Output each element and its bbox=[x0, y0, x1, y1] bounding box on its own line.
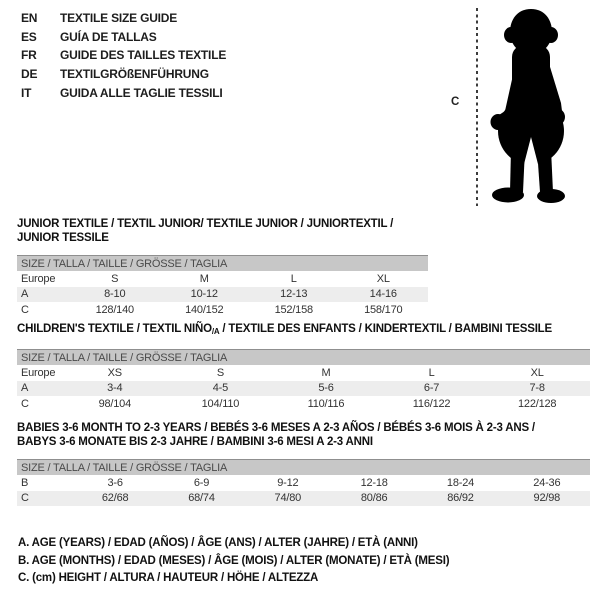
language-code: IT bbox=[21, 85, 32, 100]
table-row bbox=[17, 381, 590, 397]
language-title: TEXTILGRÖßENFÜHRUNG bbox=[60, 67, 209, 82]
size-cell: L bbox=[428, 366, 435, 379]
row-label: A bbox=[21, 382, 29, 395]
language-code: ES bbox=[21, 29, 37, 44]
table-row bbox=[17, 271, 428, 287]
row-label: Europe bbox=[21, 366, 56, 379]
table-row bbox=[17, 491, 590, 507]
table-title: JUNIOR TEXTILE / TEXTIL JUNIOR/ TEXTILE JUNIOR / JUNIORTEXTIL / JUNIOR TESSILE bbox=[17, 218, 394, 244]
size-cell: XS bbox=[107, 366, 122, 379]
table-row bbox=[17, 365, 590, 381]
height-measure-label: C bbox=[451, 96, 460, 108]
row-label: C bbox=[21, 303, 29, 316]
height-dashed-line-icon bbox=[476, 8, 478, 206]
row-label: C bbox=[21, 492, 29, 505]
language-row bbox=[21, 83, 226, 102]
value-cell: 122/128 bbox=[517, 397, 557, 410]
row-label: Europe bbox=[21, 272, 56, 285]
table-title-part: CHILDREN'S TEXTILE / TEXTIL NIÑO bbox=[17, 323, 212, 335]
value-cell: 68/74 bbox=[188, 492, 215, 505]
value-cell: 5-6 bbox=[318, 382, 334, 395]
value-cell: 92/98 bbox=[533, 492, 561, 505]
value-cell: 86/92 bbox=[447, 492, 474, 505]
value-cell: 6-7 bbox=[423, 382, 440, 395]
value-cell: 4-5 bbox=[212, 382, 229, 395]
language-row bbox=[21, 28, 226, 47]
value-cell: 12-13 bbox=[280, 288, 308, 301]
table-babies-textile bbox=[17, 421, 590, 506]
value-cell: 98/104 bbox=[98, 397, 132, 410]
value-cell: 80/86 bbox=[360, 492, 388, 505]
language-code: EN bbox=[21, 11, 38, 26]
table-row bbox=[17, 396, 590, 412]
language-code: FR bbox=[21, 48, 37, 63]
value-cell: 7-8 bbox=[529, 382, 545, 395]
size-header-bar: SIZE / TALLA / TAILLE / GRÖSSE / TAGLIA bbox=[17, 255, 428, 271]
value-cell: 18-24 bbox=[446, 476, 475, 489]
table-title-part: / TEXTILE DES ENFANTS / KINDERTEXTIL / BAMBINI TESSILE bbox=[219, 323, 552, 335]
baby-silhouette-icon bbox=[485, 7, 577, 207]
value-cell: 152/158 bbox=[274, 303, 313, 316]
value-cell: 62/68 bbox=[101, 492, 129, 505]
value-cell: 128/140 bbox=[95, 303, 134, 316]
size-cell: XL bbox=[530, 366, 544, 379]
size-cell: XL bbox=[376, 272, 390, 285]
value-cell: 140/152 bbox=[185, 303, 224, 316]
size-cell: S bbox=[111, 272, 119, 285]
language-row bbox=[21, 9, 226, 28]
language-row bbox=[21, 46, 226, 65]
table-title-line2: BABYS 3-6 MONATE BIS 2-3 JAHRE / BAMBINI 3-6 MESI A 2-3 ANNI bbox=[17, 436, 373, 448]
size-cell: M bbox=[321, 366, 331, 379]
legend-line-c: C. (cm) HEIGHT / ALTURA / HAUTEUR / HÖHE / ALTEZZA bbox=[18, 572, 319, 584]
size-header-bar: SIZE / TALLA / TAILLE / GRÖSSE / TAGLIA bbox=[17, 459, 590, 475]
size-cell: M bbox=[199, 272, 209, 285]
value-cell: 8-10 bbox=[104, 288, 126, 301]
row-label: B bbox=[21, 476, 29, 489]
value-cell: 6-9 bbox=[193, 476, 210, 489]
table-row bbox=[17, 287, 428, 303]
language-code: DE bbox=[21, 67, 38, 82]
size-header-bar: SIZE / TALLA / TAILLE / GRÖSSE / TAGLIA bbox=[17, 349, 590, 365]
value-cell: 104/110 bbox=[201, 397, 240, 410]
value-cell: 3-6 bbox=[107, 476, 123, 489]
language-row bbox=[21, 65, 226, 84]
value-cell: 10-12 bbox=[190, 288, 218, 301]
table-title-line1: BABIES 3-6 MONTH TO 2-3 YEARS / BEBÉS 3-6 MESES A 2-3 AÑOS / BÉBÉS 3-6 MOIS À 2-3 ANS / bbox=[17, 422, 535, 434]
language-title: GUÍA DE TALLAS bbox=[60, 29, 157, 44]
table-junior-textile bbox=[17, 217, 428, 318]
table-title bbox=[17, 322, 590, 339]
language-title: TEXTILE SIZE GUIDE bbox=[60, 11, 178, 26]
value-cell: 12-18 bbox=[360, 476, 388, 489]
size-cell: S bbox=[216, 366, 224, 379]
value-cell: 3-4 bbox=[107, 382, 123, 395]
value-cell: 24-36 bbox=[533, 476, 561, 489]
value-cell: 9-12 bbox=[277, 476, 299, 489]
baby-height-diagram bbox=[440, 0, 600, 215]
measure-legend bbox=[18, 535, 449, 588]
value-cell: 74/80 bbox=[274, 492, 302, 505]
table-row bbox=[17, 302, 428, 318]
value-cell: 158/170 bbox=[364, 303, 403, 316]
table-title-subscript: /A bbox=[211, 327, 220, 336]
language-title: GUIDA ALLE TAGLIE TESSILI bbox=[60, 85, 223, 100]
legend-line-b: B. AGE (MONTHS) / EDAD (MESES) / ÂGE (MOIS) / ALTER (MONATE) / ETÀ (MESI) bbox=[18, 554, 450, 567]
table-row bbox=[17, 475, 590, 491]
legend-line-a: A. AGE (YEARS) / EDAD (AÑOS) / ÂGE (ANS) / ALTER (JAHRE) / ETÀ (ANNI) bbox=[18, 537, 418, 549]
table-childrens-textile bbox=[17, 322, 590, 412]
value-cell: 116/122 bbox=[412, 397, 451, 410]
language-title: GUIDE DES TAILLES TEXTILE bbox=[60, 48, 227, 63]
row-label: C bbox=[21, 397, 29, 410]
language-title-list bbox=[21, 9, 226, 102]
value-cell: 110/116 bbox=[307, 397, 345, 410]
size-cell: L bbox=[290, 272, 297, 285]
row-label: A bbox=[21, 288, 29, 301]
value-cell: 14-16 bbox=[369, 288, 397, 301]
